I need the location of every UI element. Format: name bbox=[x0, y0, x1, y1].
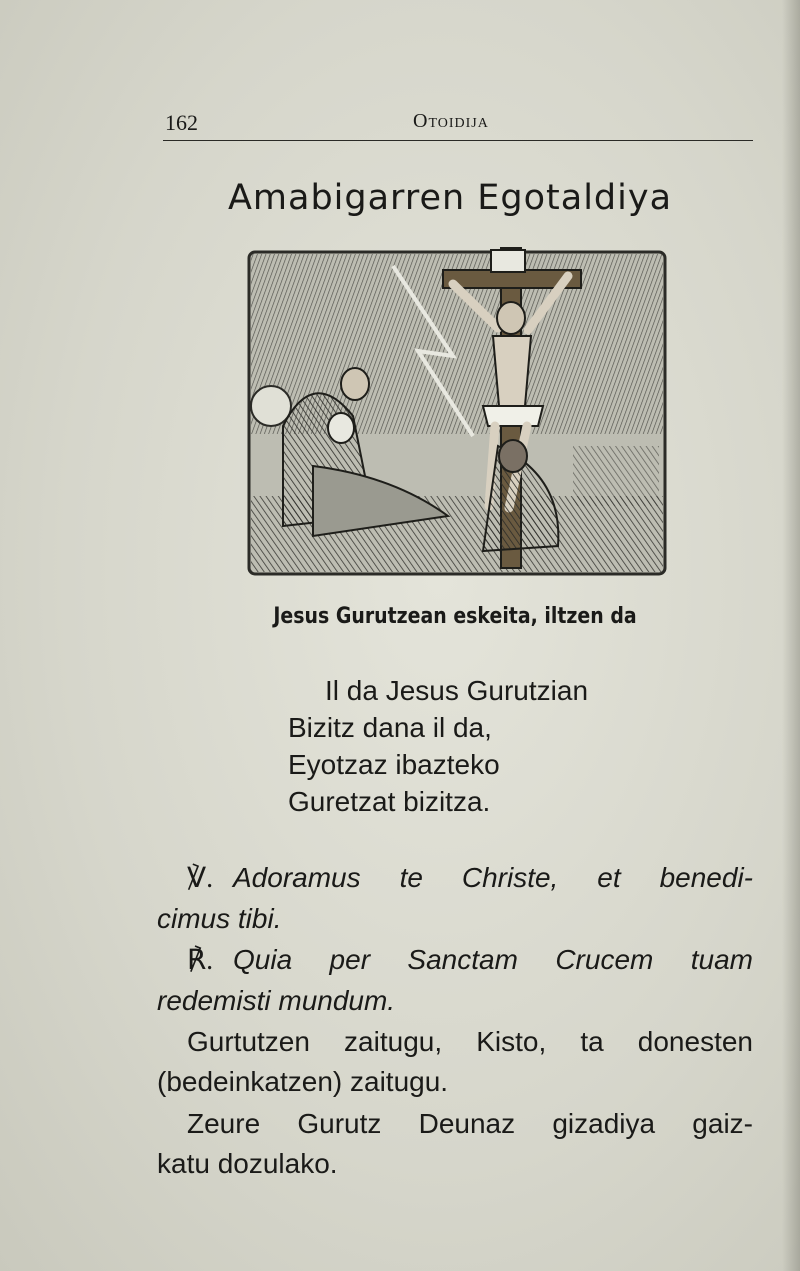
page-edge-shadow bbox=[782, 0, 800, 1271]
paragraph-line: katu dozulako. bbox=[157, 1148, 338, 1179]
response-line: redemisti mundum. bbox=[157, 985, 396, 1016]
verse-line: Bizitz dana il da, bbox=[288, 712, 492, 743]
chapter-title: Amabigarren Egotaldiya bbox=[227, 178, 673, 218]
paragraph-line: Zeure Gurutz Deunaz gizadiya gaiz- bbox=[187, 1108, 753, 1139]
versicle-line bbox=[157, 858, 753, 899]
running-head: Otoidija bbox=[413, 110, 489, 132]
paragraph-line: (bedeinkatzen) zaitugu. bbox=[157, 1066, 449, 1097]
verse-stanza bbox=[288, 672, 588, 820]
versicle-line: cimus tibi. bbox=[157, 903, 282, 934]
verse-line: Guretzat bizitza. bbox=[288, 786, 491, 817]
illustration-caption: Jesus Gurutzean eskeita, iltzen da bbox=[273, 604, 637, 629]
paragraph-1 bbox=[157, 1022, 753, 1102]
crucifixion-engraving-icon bbox=[243, 246, 671, 582]
response-line bbox=[157, 940, 753, 981]
verse-line: Eyotzaz ibazteko bbox=[288, 749, 500, 780]
response-text: Quia per Sanctam Crucem tuam bbox=[233, 944, 753, 975]
paragraph-line: Gurtutzen zaitugu, Kisto, ta donesten bbox=[187, 1026, 753, 1057]
response-mark: ℟. bbox=[187, 945, 214, 976]
versicle bbox=[157, 858, 753, 939]
versicle-mark: ℣. bbox=[187, 863, 214, 894]
response bbox=[157, 940, 753, 1021]
verse-line: Il da Jesus Gurutzian bbox=[325, 675, 589, 706]
page-header bbox=[163, 108, 753, 141]
versicle-text: Adoramus te Christe, et benedi- bbox=[233, 862, 753, 893]
paragraph-2 bbox=[157, 1104, 753, 1184]
page-number: 162 bbox=[165, 110, 198, 135]
